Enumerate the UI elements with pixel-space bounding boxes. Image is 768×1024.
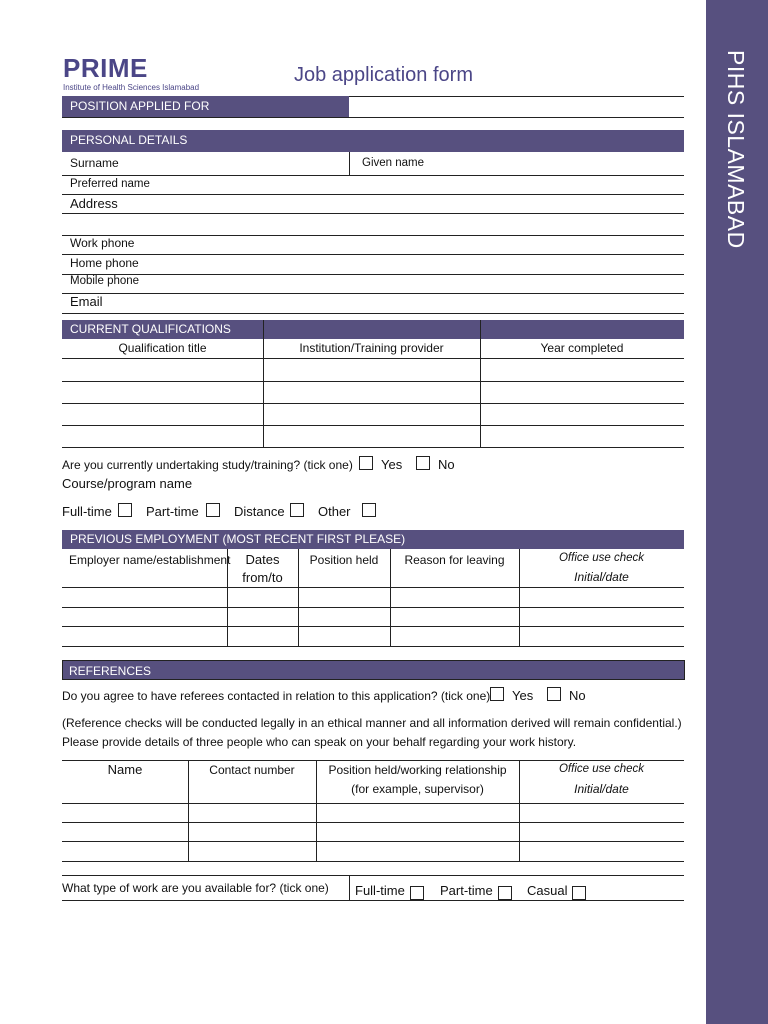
availability-fulltime-checkbox[interactable] [410,886,424,900]
logo-name: PRIME [63,53,148,83]
employment-header: PREVIOUS EMPLOYMENT (MOST RECENT FIRST PLEASE) [62,530,684,549]
course-name-field[interactable] [195,474,684,492]
references-question: Do you agree to have referees contacted in relation to this application? (tick one) [62,689,491,703]
dates-header-line1: Dates [245,552,280,567]
mode-parttime-checkbox[interactable] [206,503,220,517]
ref-office-check-line1: Office use check [558,763,644,775]
logo-subtitle: Institute of Health Sciences Islamabad [63,83,200,92]
mobile-phone-label: Mobile phone [70,275,140,287]
references-instruction: Please provide details of three people who can speak on your behalf regarding your work history. [62,735,577,749]
study-no-checkbox[interactable] [416,456,430,470]
ref-contact-header: Contact number [209,763,295,777]
qualifications-header: CURRENT QUALIFICATIONS [62,320,684,339]
references-no-label: No [569,688,586,703]
mode-fulltime-label: Full-time [62,504,112,519]
reason-leaving-header: Reason for leaving [404,553,505,567]
availability-parttime-label: Part-time [440,883,493,898]
personal-details-header: PERSONAL DETAILS [62,130,684,152]
availability-question: What type of work are you available for? (tick one) [62,881,329,895]
work-phone-label: Work phone [70,236,135,250]
logo [63,54,199,92]
ref-relationship-header-line2: (for example, supervisor) [351,782,484,796]
study-yes-checkbox[interactable] [359,456,373,470]
study-yes-label: Yes [381,457,403,472]
mode-distance-checkbox[interactable] [290,503,304,517]
given-name-label: Given name [362,157,425,169]
ref-relationship-header-line1: Position held/working relationship [328,763,507,777]
mode-other-label: Other [318,504,351,519]
email-label: Email [70,294,103,309]
availability-fulltime-label: Full-time [355,883,405,898]
home-phone-label: Home phone [70,256,139,270]
mode-other-checkbox[interactable] [362,503,376,517]
institution-header: Institution/Training provider [299,341,444,355]
position-applied-label: POSITION APPLIED FOR [62,96,349,117]
availability-parttime-checkbox[interactable] [498,886,512,900]
employment-office-check-line2: Initial/date [574,570,629,584]
preferred-name-label: Preferred name [70,178,150,190]
work-phone-field[interactable] [150,236,684,254]
given-name-field[interactable] [430,153,684,174]
study-question: Are you currently undertaking study/training? (tick one) [62,458,353,472]
position-applied-field[interactable] [350,97,684,117]
qualification-title-header: Qualification title [118,341,207,355]
employment-table-body[interactable] [62,588,684,646]
mode-parttime-label: Part-time [146,504,199,519]
references-no-checkbox[interactable] [547,687,561,701]
surname-field[interactable] [120,153,348,174]
mode-distance-label: Distance [234,504,285,519]
qualifications-table-body[interactable] [62,359,684,447]
form-title: Job application form [294,64,473,86]
availability-casual-label: Casual [527,883,568,898]
side-banner-text: PIHS ISLAMABAD [723,50,749,249]
availability-casual-checkbox[interactable] [572,886,586,900]
mobile-phone-field[interactable] [150,275,684,293]
surname-label: Surname [70,156,119,170]
references-table-body[interactable] [62,804,684,861]
address-field[interactable] [120,195,684,235]
references-yes-label: Yes [512,688,534,703]
course-name-label: Course/program name [62,476,193,491]
references-header: REFERENCES [62,660,685,680]
position-held-header: Position held [309,553,379,567]
employer-header: Employer name/establishment [69,553,231,567]
email-field[interactable] [120,294,684,312]
dates-header-line2: from/to [242,570,283,585]
references-yes-checkbox[interactable] [490,687,504,701]
employment-office-check-line1: Office use check [558,552,644,564]
address-label: Address [70,196,118,211]
year-completed-header: Year completed [540,341,624,355]
references-note: (Reference checks will be conducted legally in an ethical manner and all information derived will remain confidential.) [62,716,682,730]
home-phone-field[interactable] [150,255,684,273]
mode-fulltime-checkbox[interactable] [118,503,132,517]
study-no-label: No [438,457,455,472]
preferred-name-field[interactable] [160,176,684,194]
ref-office-check-line2: Initial/date [574,782,629,796]
ref-name-header: Name [107,762,143,777]
